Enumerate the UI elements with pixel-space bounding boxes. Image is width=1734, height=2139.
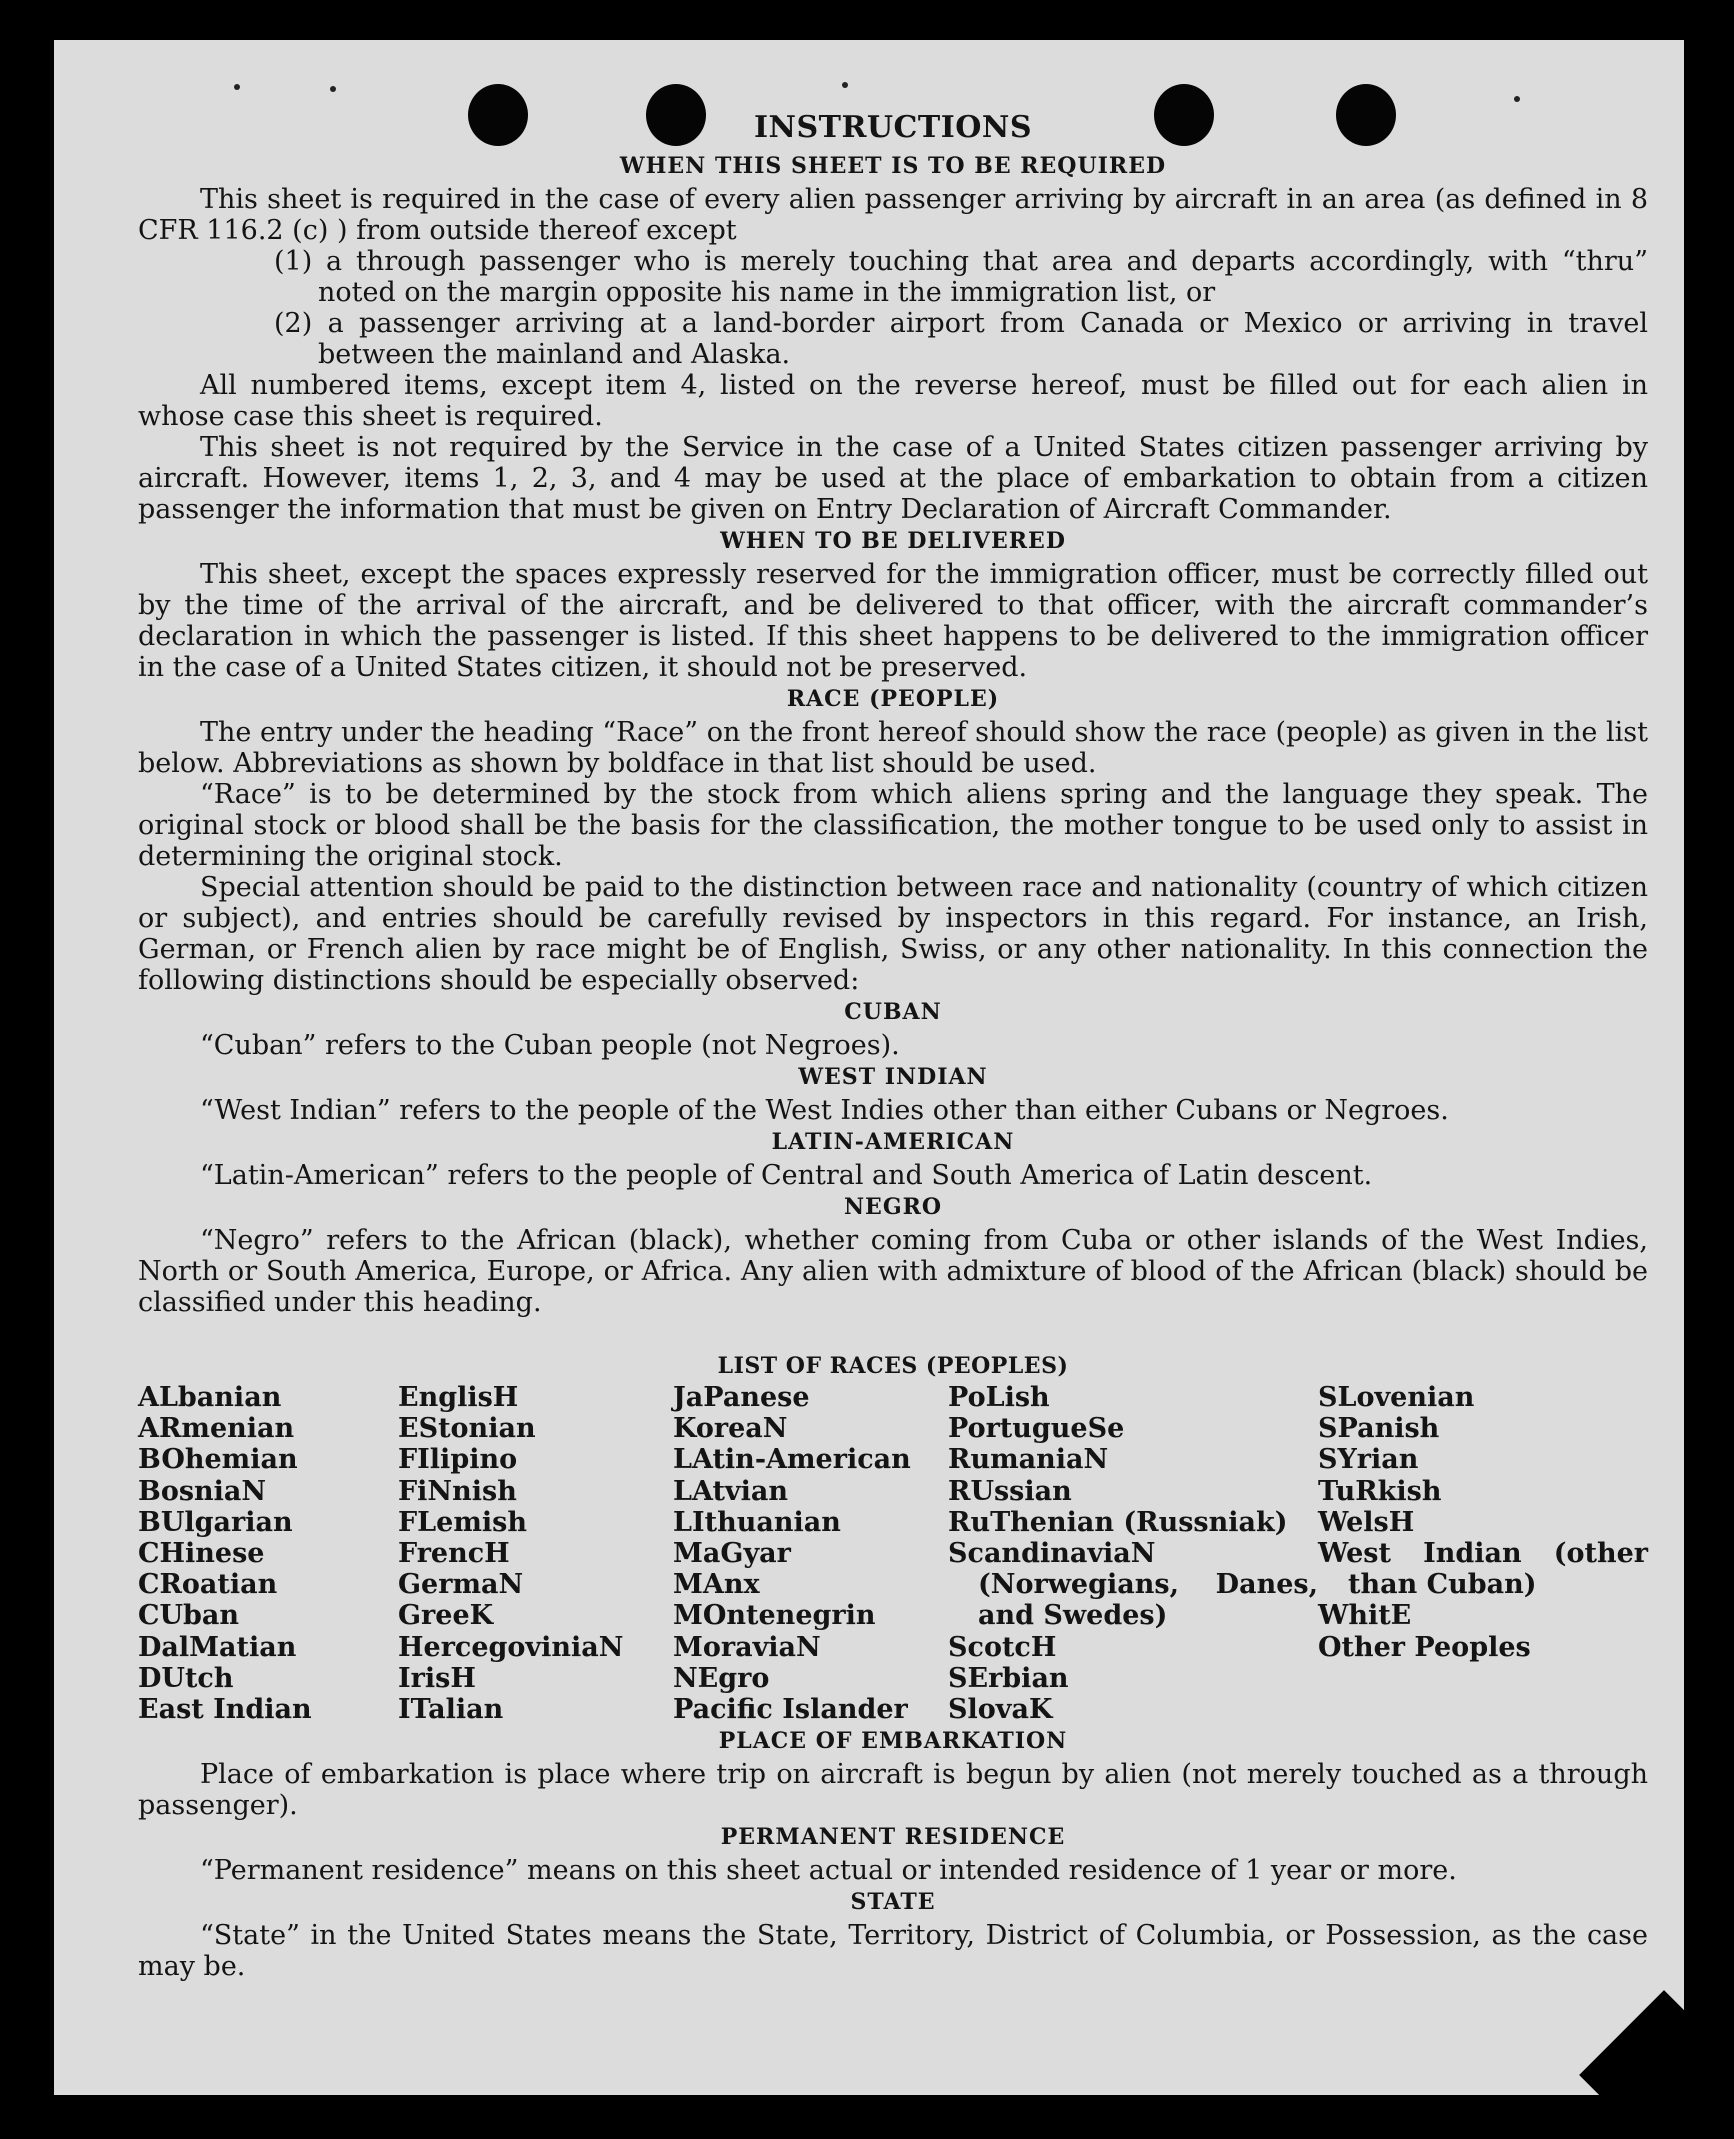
race-entry: SlovaK (948, 1694, 1053, 1726)
race-entry: EStonian (398, 1413, 536, 1445)
heading-negro: NEGRO (843, 1194, 943, 1220)
heading-latin-american: LATIN-AMERICAN (771, 1129, 1015, 1155)
race-entry: JaPanese (673, 1382, 810, 1413)
race-entry: NEgro (673, 1662, 770, 1694)
instructions-content (138, 110, 1648, 1982)
list-item: (1) a through passenger who is merely touching that area and departs accordingly, with “thru” noted on the margin opposite his name in the immigration list, or (274, 246, 1648, 308)
races-column (1318, 1382, 1648, 1725)
race-entry: TuRkish (1318, 1475, 1442, 1507)
race-entry: DUtch (138, 1662, 234, 1694)
race-entry: FrencH (398, 1538, 510, 1570)
heading-races-list: LIST OF RACES (PEOPLES) (717, 1353, 1069, 1379)
heading-west-indian: WEST INDIAN (798, 1064, 988, 1090)
race-entry: Pacific Islander (673, 1694, 908, 1726)
race-entry: RUssian (948, 1475, 1072, 1507)
paragraph: This sheet is not required by the Service in the case of a United States citizen passenger arriving by aircraft. However, items 1, 2, 3, and 4 may be used at the place of embarkation to obtain from a citizen passenger the information that must be given on Entry Declaration of Aircraft Commander. (138, 432, 1648, 525)
race-entry: EnglisH (398, 1382, 519, 1413)
race-entry: GreeK (398, 1600, 494, 1632)
race-entry: BOhemian (138, 1444, 298, 1476)
race-entry: SErbian (948, 1662, 1069, 1694)
paragraph: “Permanent residence” means on this sheet actual or intended residence of 1 year or more. (200, 1855, 1457, 1887)
race-entry: HercegoviniaN (398, 1631, 624, 1663)
paragraph: “Race” is to be determined by the stock from which aliens spring and the language they speak. The original stock or blood shall be the basis for the classification, the mother tongue to be used only to assist in determining the original stock. (138, 779, 1648, 872)
race-entry: MAnx (673, 1569, 760, 1601)
race-entry: RumaniaN (948, 1444, 1109, 1476)
paragraph: “Negro” refers to the African (black), whether coming from Cuba or other islands of the West Indies, North or South America, Europe, or Africa. Any alien with admixture of blood of the African (black) should be classified under this heading. (138, 1225, 1648, 1318)
race-entry: IrisH (398, 1662, 476, 1694)
race-entry: CRoatian (138, 1569, 278, 1601)
speck (1514, 96, 1520, 102)
race-entry: LAtin-American (673, 1444, 911, 1476)
race-entry: SLovenian (1318, 1382, 1475, 1413)
race-entry: Other Peoples (1318, 1631, 1531, 1663)
race-entry: FiNnish (398, 1475, 517, 1507)
race-entry: MoraviaN (673, 1631, 821, 1663)
race-entry: BosniaN (138, 1475, 267, 1507)
paragraph: Place of embarkation is place where trip on aircraft is begun by alien (not merely touched as a through passenger). (138, 1759, 1648, 1822)
race-entry: BUlgarian (138, 1506, 293, 1538)
torn-corner (1579, 1990, 1684, 2095)
races-column (673, 1382, 948, 1725)
paragraph: “Cuban” refers to the Cuban people (not Negroes). (200, 1030, 900, 1061)
document-page (54, 40, 1684, 2095)
race-entry: SPanish (1318, 1413, 1440, 1445)
heading-cuban: CUBAN (844, 999, 942, 1025)
page-title: INSTRUCTIONS (754, 110, 1032, 145)
race-entry: West Indian (other than Cuban) (1318, 1538, 1648, 1601)
race-entry: ScotcH (948, 1631, 1057, 1663)
race-entry: ITalian (398, 1694, 504, 1726)
paragraph: All numbered items, except item 4, listed on the reverse hereof, must be filled out for each alien in whose case this sheet is required. (138, 370, 1648, 432)
race-entry: LAtvian (673, 1475, 789, 1507)
race-entry: SYrian (1318, 1444, 1419, 1476)
paragraph: “State” in the United States means the State, Territory, District of Columbia, or Possession, as the case may be. (138, 1920, 1648, 1983)
speck (234, 84, 240, 90)
paragraph: This sheet, except the spaces expressly reserved for the immigration officer, must be correctly filled out by the time of the arrival of the aircraft, and be delivered to that officer, with the aircraft commander’s declaration in which the passenger is listed. If this sheet happens to be delivered to the immigration officer in the case of a United States citizen, it should not be preserved. (138, 559, 1648, 683)
race-entry: CUban (138, 1600, 240, 1632)
race-entry: ScandinaviaN (Norwegians, Danes, and Swedes) (948, 1538, 1318, 1632)
paragraph: “Latin-American” refers to the people of Central and South America of Latin descent. (200, 1160, 1373, 1191)
race-entry: ALbanian (138, 1382, 282, 1413)
race-entry: GermaN (398, 1569, 524, 1601)
paragraph: The entry under the heading “Race” on the front hereof should show the race (people) as given in the list below. Abbreviations as shown by boldface in that list should be used. (138, 717, 1648, 779)
heading-embarkation: PLACE OF EMBARKATION (718, 1728, 1068, 1755)
race-entry: ARmenian (138, 1413, 295, 1445)
paragraph: This sheet is required in the case of every alien passenger arriving by aircraft in an area (as defined in 8 CFR 116.2 (c) ) from outside thereof except (138, 184, 1648, 246)
race-entry: MOntenegrin (673, 1600, 876, 1632)
race-entry: WelsH (1318, 1506, 1415, 1538)
races-list (138, 1382, 1648, 1725)
race-entry: PoLish (948, 1382, 1050, 1413)
races-column (948, 1382, 1318, 1725)
speck (330, 86, 336, 92)
races-column (398, 1382, 673, 1725)
heading-race: RACE (PEOPLE) (786, 686, 1000, 712)
list-item: (2) a passenger arriving at a land-border airport from Canada or Mexico or arriving in travel between the mainland and Alaska. (274, 308, 1648, 370)
race-entry: RuThenian (Russniak) (948, 1506, 1288, 1538)
race-entry: WhitE (1318, 1600, 1412, 1632)
race-entry: DalMatian (138, 1631, 297, 1663)
race-entry: KoreaN (673, 1413, 788, 1445)
speck (842, 82, 848, 88)
race-entry: FIlipino (398, 1444, 518, 1476)
race-entry: PortugueSe (948, 1413, 1125, 1445)
race-entry: LIthuanian (673, 1506, 841, 1538)
race-entry: MaGyar (673, 1538, 791, 1570)
paragraph: Special attention should be paid to the distinction between race and nationality (country of which citizen or subject), and entries should be carefully revised by inspectors in this regard. For instance, an Irish, German, or French alien by race might be of English, Swiss, or any other nationality. In this connection the following distinctions should be especially observed: (138, 872, 1648, 996)
heading-when-required: WHEN THIS SHEET IS TO BE REQUIRED (619, 153, 1167, 179)
paragraph: “West Indian” refers to the people of the West Indies other than either Cubans or Negroes. (200, 1095, 1449, 1126)
race-entry: CHinese (138, 1538, 265, 1570)
races-column (138, 1382, 398, 1725)
heading-permanent-residence: PERMANENT RESIDENCE (720, 1824, 1066, 1851)
race-entry: FLemish (398, 1506, 527, 1538)
race-entry: East Indian (138, 1694, 312, 1726)
heading-state: STATE (850, 1889, 936, 1916)
heading-when-delivered: WHEN TO BE DELIVERED (720, 528, 1066, 554)
